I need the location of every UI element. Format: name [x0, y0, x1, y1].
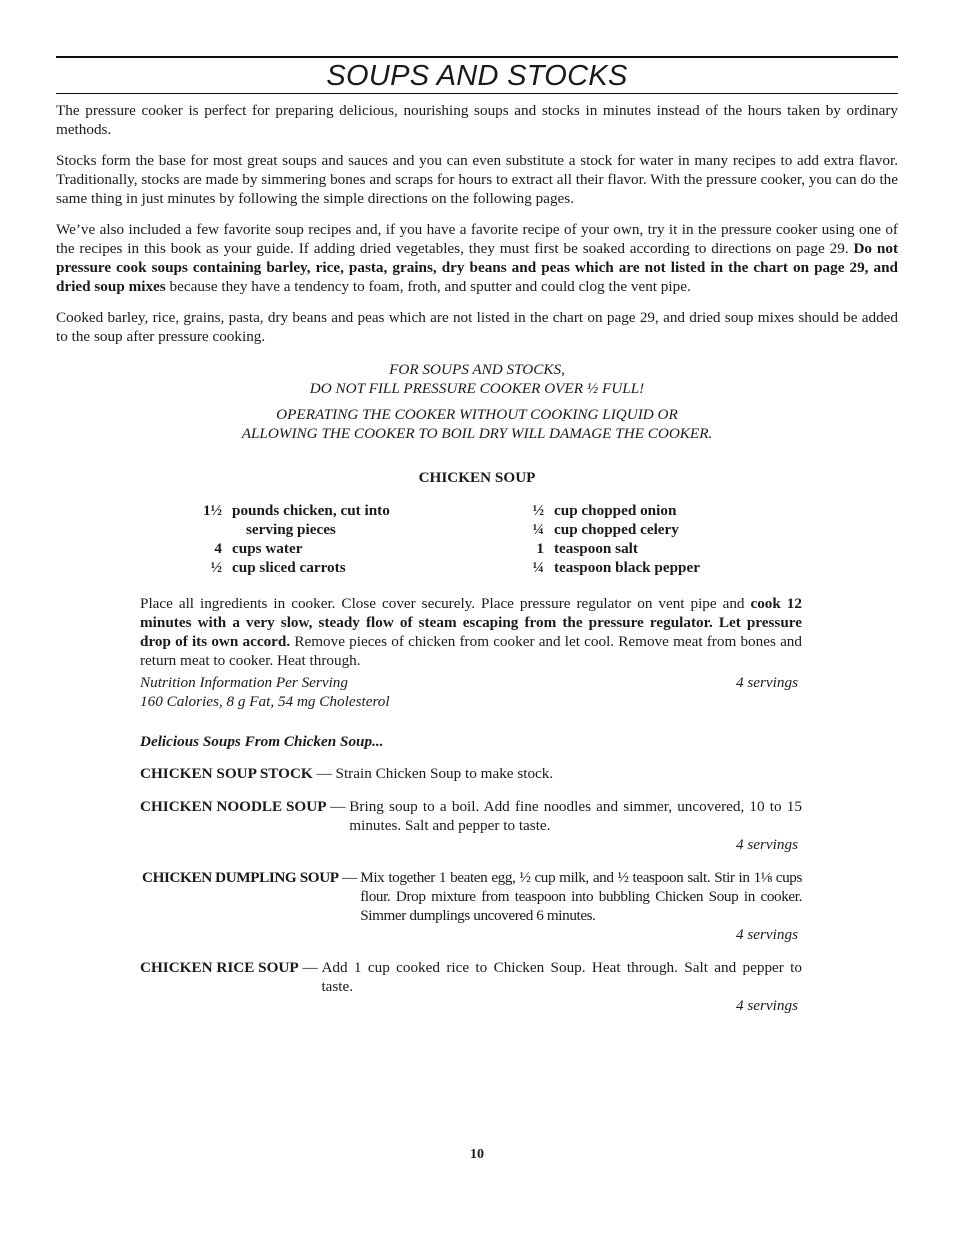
variant-description: Bring soup to a boil. Add fine noodles and simmer, uncovered, 10 to 15 minutes. Salt and pepper to taste. [349, 798, 802, 834]
title-rule-top [56, 56, 898, 58]
ingredient-item: cup chopped onion [554, 502, 677, 519]
variants-heading: Delicious Soups From Chicken Soup... [140, 733, 384, 750]
recipe-directions-section [140, 594, 802, 711]
ingredient-row [180, 501, 510, 539]
recipes-paragraph [56, 220, 898, 296]
fill-warning [56, 360, 898, 398]
stocks-paragraph: Stocks form the base for most great soups and sauces and you can even substitute a stock for water in many recipes to add extra flavor. Traditionally, stocks are made by simmering bones and scraps for hours to extract all their flavor. With the pressure cooker, you can do the same thing in just minutes by following the simple directions on the following pages. [56, 152, 898, 207]
variant-servings: 4 servings [735, 997, 798, 1014]
boil-dry-warning [56, 405, 898, 443]
recipes-paragraph-warning: Do not pressure cook soups containing barley, rice, pasta, grains, dry beans and peas which are not listed in the chart on page 29, and dried soup mixes [56, 240, 899, 295]
ingredient-item-continued: serving pieces [246, 521, 336, 538]
ingredient-column-right [502, 501, 832, 577]
variant-description: Add 1 cup cooked rice to Chicken Soup. Heat through. Salt and pepper to taste. [321, 959, 802, 995]
ingredient-item: cup sliced carrots [232, 559, 346, 576]
recipes-paragraph-end: because they have a tendency to foam, froth, and sputter and could clog the vent pipe. [165, 278, 691, 295]
ingredient-row [502, 520, 832, 539]
variants-section [140, 732, 802, 1015]
page-title: SOUPS AND STOCKS [326, 60, 628, 92]
ingredient-item: teaspoon salt [554, 540, 638, 557]
directions-end: Remove pieces of chicken from cooker and let cool. Remove meat from bones and return meat to cooker. Heat through. [140, 633, 802, 669]
ingredient-row [180, 539, 510, 558]
variant-name: CHICKEN SOUP STOCK [140, 765, 313, 782]
variant-name-wrap: CHICKEN NOODLE SOUP — [140, 798, 350, 815]
ingredient-qty: ½ [210, 559, 222, 576]
cooked-grains-paragraph: Cooked barley, rice, grains, pasta, dry beans and peas which are not listed in the chart on page 29, and dried soup mixes should be added to the soup after pressure cooking. [56, 309, 898, 345]
ingredient-qty: ½ [532, 502, 544, 519]
ingredient-column-left [180, 501, 510, 577]
nutrition-servings: 4 servings [735, 674, 798, 691]
ingredient-item: teaspoon black pepper [554, 559, 700, 576]
nutrition-values: 160 Calories, 8 g Fat, 54 mg Cholesterol [140, 693, 390, 710]
ingredient-qty: ¼ [532, 521, 544, 538]
variant-servings: 4 servings [735, 836, 798, 853]
variant-description: — Strain Chicken Soup to make stock. [312, 765, 554, 782]
boil-dry-warning-line-2: ALLOWING THE COOKER TO BOIL DRY WILL DAMAGE THE COOKER. [241, 425, 713, 442]
variant-name: CHICKEN RICE SOUP [140, 959, 299, 976]
ingredient-qty: ¼ [532, 559, 544, 576]
recipe-directions [140, 594, 802, 670]
variant-servings: 4 servings [735, 926, 798, 943]
title-rule-bottom [56, 93, 898, 94]
ingredient-list [56, 501, 898, 577]
fill-warning-line-2: DO NOT FILL PRESSURE COOKER OVER ½ FULL! [309, 380, 645, 397]
ingredient-item: cups water [232, 540, 303, 557]
variant-name-wrap: CHICKEN RICE SOUP — [140, 959, 322, 976]
ingredient-row [180, 558, 510, 577]
variant-name: CHICKEN NOODLE SOUP [140, 798, 327, 815]
recipes-paragraph-start: We’ve also included a few favorite soup recipes and, if you have a favorite recipe of your own, try it in the pressure cooker using one of the recipes in this book as your guide. If adding dried vegetables, they must first be soaked according to directions on page 29. [56, 221, 898, 257]
ingredient-item: cup chopped celery [554, 521, 679, 538]
ingredient-item-text: pounds chicken, cut into [232, 502, 390, 519]
ingredient-qty: 4 [214, 540, 222, 557]
directions-cook-time: cook 12 minutes with a very slow, steady flow of steam escaping from the pressure regulator. Let pressure drop of its own accord. [140, 595, 802, 650]
ingredient-row [502, 558, 832, 577]
ingredient-row [502, 501, 832, 520]
page-number: 10 [470, 1147, 484, 1162]
ingredient-item [232, 501, 510, 539]
variant-name: CHICKEN DUMPLING SOUP [142, 869, 339, 886]
ingredient-qty: 1½ [203, 502, 222, 519]
variant-rice [140, 958, 802, 996]
ingredient-row [502, 539, 832, 558]
page-content [56, 56, 898, 577]
intro-paragraph: The pressure cooker is perfect for preparing delicious, nourishing soups and stocks in minutes instead of the hours taken by ordinary methods. [56, 102, 898, 138]
variant-name-wrap: CHICKEN DUMPLING SOUP — [142, 869, 361, 886]
ingredient-qty: 1 [536, 540, 544, 557]
directions-start: Place all ingredients in cooker. Close cover securely. Place pressure regulator on vent pipe and [140, 595, 751, 612]
fill-warning-line-1: FOR SOUPS AND STOCKS, [389, 361, 565, 378]
variant-stock [140, 764, 802, 783]
nutrition-info [140, 673, 802, 692]
variant-dumpling [142, 868, 802, 925]
boil-dry-warning-line-1: OPERATING THE COOKER WITHOUT COOKING LIQUID OR [276, 406, 678, 423]
recipe-title: CHICKEN SOUP [418, 469, 536, 486]
variant-description: Mix together 1 beaten egg, ½ cup milk, and ½ teaspoon salt. Stir in 1⅛ cups flour. Drop mixture from teaspoon into bubbling Chicken Soup in cooker. Simmer dumplings uncovered 6 minutes. [360, 869, 802, 924]
variant-noodle [140, 797, 802, 835]
nutrition-label: Nutrition Information Per Serving [140, 674, 348, 691]
